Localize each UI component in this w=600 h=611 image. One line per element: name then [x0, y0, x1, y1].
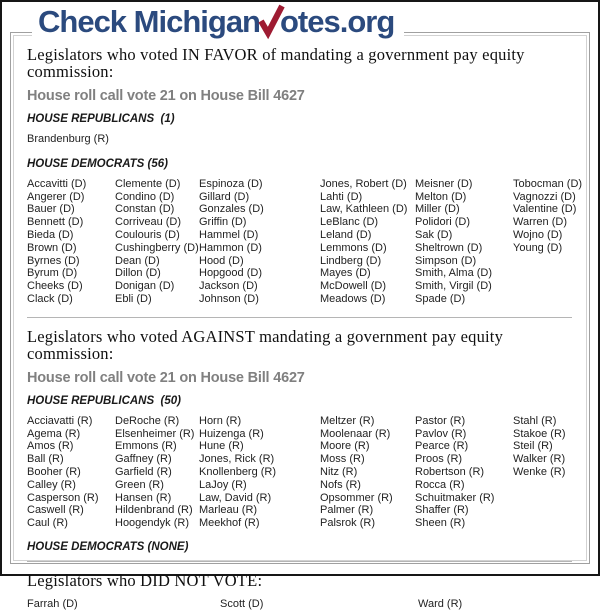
legislator-name: Espinoza (D) — [199, 177, 263, 190]
legislator-name: Lahti (D) — [320, 190, 363, 203]
legislator-name: Sak (D) — [415, 228, 453, 241]
legislator-name: Valentine (D) — [513, 203, 577, 216]
legislator-name: Palmer (R) — [320, 504, 374, 517]
legislator-name: Hammel (D) — [199, 228, 259, 241]
legislator-name: McDowell (D) — [320, 280, 386, 293]
in-favor-democrats-list — [27, 177, 583, 306]
name-column — [115, 178, 199, 306]
legislator-name: Marleau (R) — [199, 504, 258, 517]
legislator-name: Mayes (D) — [320, 267, 371, 280]
section-did-not-vote — [27, 572, 576, 611]
legislator-name: Jones, Robert (D) — [320, 177, 407, 190]
legislator-name: Clemente (D) — [115, 177, 181, 190]
legislator-name: Hune (R) — [199, 440, 244, 453]
legislator-name: Hopgood (D) — [199, 267, 262, 280]
legislator-name: Moss (R) — [320, 453, 365, 466]
legislator-name: Hammon (D) — [199, 241, 262, 254]
legislator-name: Green (R) — [115, 478, 164, 491]
legislator-name: Lindberg (D) — [320, 254, 382, 267]
against-republicans-label: HOUSE REPUBLICANS (50) — [27, 394, 181, 407]
legislator-name: Meekhof (R) — [199, 517, 260, 530]
legislator-name: Hansen (R) — [115, 491, 172, 504]
legislator-name: Constan (D) — [115, 203, 175, 216]
legislator-name: Brandenburg (R) — [27, 133, 109, 145]
name-column — [220, 598, 418, 611]
legislator-name: Palsrok (R) — [320, 517, 376, 530]
site-logo[interactable] — [32, 2, 404, 42]
name-column — [415, 415, 513, 530]
name-column — [115, 415, 199, 530]
against-republicans-list — [27, 415, 576, 530]
legislator-name: Moolenaar (R) — [320, 427, 391, 440]
legislator-name: Walker (R) — [513, 453, 566, 466]
legislator-name: Lemmons (D) — [320, 241, 387, 254]
legislator-name: Meisner (D) — [415, 177, 473, 190]
legislator-name: Amos (R) — [27, 440, 74, 453]
legislator-name: Meadows (D) — [320, 292, 386, 305]
legislator-name: Emmons (R) — [115, 440, 177, 453]
legislator-name: Gaffney (R) — [115, 453, 172, 466]
legislator-name: LeBlanc (D) — [320, 216, 379, 229]
in-favor-heading: Legislators who voted IN FAVOR of mandating a government pay equity commission: — [27, 45, 525, 81]
legislator-name: Shaffer (R) — [415, 504, 469, 517]
legislator-name: DeRoche (R) — [115, 414, 180, 427]
legislator-name: Jackson (D) — [199, 280, 258, 293]
legislator-name: Leland (D) — [320, 228, 372, 241]
legislator-name: Young (D) — [513, 241, 563, 254]
in-favor-republicans-list — [27, 133, 576, 146]
legislator-name: Accavitti (D) — [27, 177, 87, 190]
logo-text-before: Check Michigan — [38, 4, 260, 39]
name-column — [27, 598, 220, 611]
section-divider — [27, 561, 572, 562]
legislator-name: Coulouris (D) — [115, 228, 180, 241]
legislator-name: Robertson (R) — [415, 465, 485, 478]
legislator-name: Cheeks (D) — [27, 280, 83, 293]
content-panel — [10, 32, 590, 610]
did-not-vote-heading: Legislators who DID NOT VOTE: — [27, 570, 263, 590]
legislator-name: Brown (D) — [27, 241, 77, 254]
legislator-name: Acciavatti (R) — [27, 414, 93, 427]
legislator-name: Wojno (D) — [513, 228, 563, 241]
legislator-name: Stakoe (R) — [513, 427, 566, 440]
legislator-name: Ball (R) — [27, 453, 64, 466]
name-column — [320, 178, 415, 306]
legislator-name: Smith, Alma (D) — [415, 267, 493, 280]
name-column — [199, 415, 320, 530]
legislator-name: Stahl (R) — [513, 414, 557, 427]
against-democrats-label: HOUSE DEMOCRATS (NONE) — [27, 540, 189, 553]
content-panel-inner — [13, 35, 587, 610]
legislator-name: Melton (D) — [415, 190, 467, 203]
legislator-name: Steil (R) — [513, 440, 553, 453]
legislator-name: Hood (D) — [199, 254, 244, 267]
legislator-name: Vagnozzi (D) — [513, 190, 576, 203]
section-divider — [27, 317, 572, 318]
legislator-name: Law, David (R) — [199, 491, 272, 504]
legislator-name: Caswell (R) — [27, 504, 84, 517]
legislator-name: Dean (D) — [115, 254, 160, 267]
name-column — [415, 178, 513, 306]
legislator-name: Gonzales (D) — [199, 203, 264, 216]
legislator-name: Smith, Virgil (D) — [415, 280, 492, 293]
legislator-name: Pastor (R) — [415, 414, 466, 427]
legislator-name: Johnson (D) — [199, 292, 259, 305]
legislator-name: Gillard (D) — [199, 190, 250, 203]
legislator-name: Schuitmaker (R) — [415, 491, 495, 504]
legislator-name: Moore (R) — [320, 440, 370, 453]
legislator-name: Nofs (R) — [320, 478, 361, 491]
legislator-name: Bieda (D) — [27, 228, 74, 241]
name-column — [27, 133, 115, 146]
legislator-name: Clack (D) — [27, 292, 73, 305]
section-against — [27, 328, 576, 553]
legislator-name: Nitz (R) — [320, 465, 358, 478]
legislator-name: Corriveau (D) — [115, 216, 182, 229]
legislator-name: Sheen (R) — [415, 517, 466, 530]
against-heading: Legislators who voted AGAINST mandating a government pay equity commission: — [27, 326, 504, 363]
legislator-name: Knollenberg (R) — [199, 465, 277, 478]
logo-text-after: otes.org — [280, 4, 395, 39]
in-favor-rollcall: House roll call vote 21 on House Bill 4627 — [27, 88, 305, 104]
legislator-name: Opsommer (R) — [320, 491, 393, 504]
against-rollcall: House roll call vote 21 on House Bill 4627 — [27, 369, 305, 386]
legislator-name: Miller (D) — [415, 203, 460, 216]
legislator-name: Proos (R) — [415, 453, 463, 466]
legislator-name: Byrum (D) — [27, 267, 78, 280]
legislator-name: Elsenheimer (R) — [115, 427, 195, 440]
legislator-name: Rocca (R) — [415, 478, 465, 491]
legislator-name: Farrah (D) — [27, 597, 78, 610]
legislator-name: Casperson (R) — [27, 491, 99, 504]
legislator-name: Sheltrown (D) — [415, 241, 483, 254]
legislator-name: Ebli (D) — [115, 292, 152, 305]
in-favor-republicans-label: HOUSE REPUBLICANS (1) — [27, 113, 175, 125]
legislator-name: Law, Kathleen (D) — [320, 203, 408, 216]
legislator-name: Warren (D) — [513, 216, 567, 229]
name-column — [27, 178, 115, 306]
legislator-name: Scott (D) — [220, 597, 264, 610]
legislator-name: Hildenbrand (R) — [115, 504, 193, 517]
legislator-name: Meltzer (R) — [320, 414, 375, 427]
legislator-name: Griffin (D) — [199, 216, 247, 229]
legislator-name: Donigan (D) — [115, 280, 175, 293]
legislator-name: Condino (D) — [115, 190, 175, 203]
name-column — [320, 415, 415, 530]
name-column — [199, 178, 320, 306]
did-not-vote-list — [27, 598, 576, 611]
legislator-name: Caul (R) — [27, 517, 68, 530]
legislator-name: Huizenga (R) — [199, 427, 264, 440]
name-column — [513, 415, 566, 530]
legislator-name: Jones, Rick (R) — [199, 453, 275, 466]
legislator-name: Angerer (D) — [27, 190, 85, 203]
section-in-favor — [27, 45, 583, 306]
legislator-name: Horn (R) — [199, 414, 242, 427]
legislator-name: Agema (R) — [27, 427, 81, 440]
legislator-name: Spade (D) — [415, 292, 466, 305]
legislator-name: Bennett (D) — [27, 216, 84, 229]
legislator-name: Tobocman (D) — [513, 177, 583, 190]
legislator-name: Simpson (D) — [415, 254, 477, 267]
legislator-name: Ward (R) — [418, 597, 463, 610]
legislator-name: Dillon (D) — [115, 267, 161, 280]
name-column — [513, 178, 582, 306]
legislator-name: Garfield (R) — [115, 465, 172, 478]
legislator-name: Byrnes (D) — [27, 254, 80, 267]
legislator-name: Pearce (R) — [415, 440, 469, 453]
legislator-name: Bauer (D) — [27, 203, 75, 216]
legislator-name: Polidori (D) — [415, 216, 471, 229]
legislator-name: Pavlov (R) — [415, 427, 467, 440]
legislator-name: Calley (R) — [27, 478, 76, 491]
name-column — [418, 598, 462, 611]
legislator-name: LaJoy (R) — [199, 478, 247, 491]
name-column — [27, 415, 115, 530]
in-favor-democrats-label: HOUSE DEMOCRATS (56) — [27, 157, 168, 170]
legislator-name: Booher (R) — [27, 465, 81, 478]
legislator-name: Hoogendyk (R) — [115, 517, 189, 530]
legislator-name: Cushingberry (D) — [115, 241, 199, 254]
legislator-name: Wenke (R) — [513, 465, 566, 478]
